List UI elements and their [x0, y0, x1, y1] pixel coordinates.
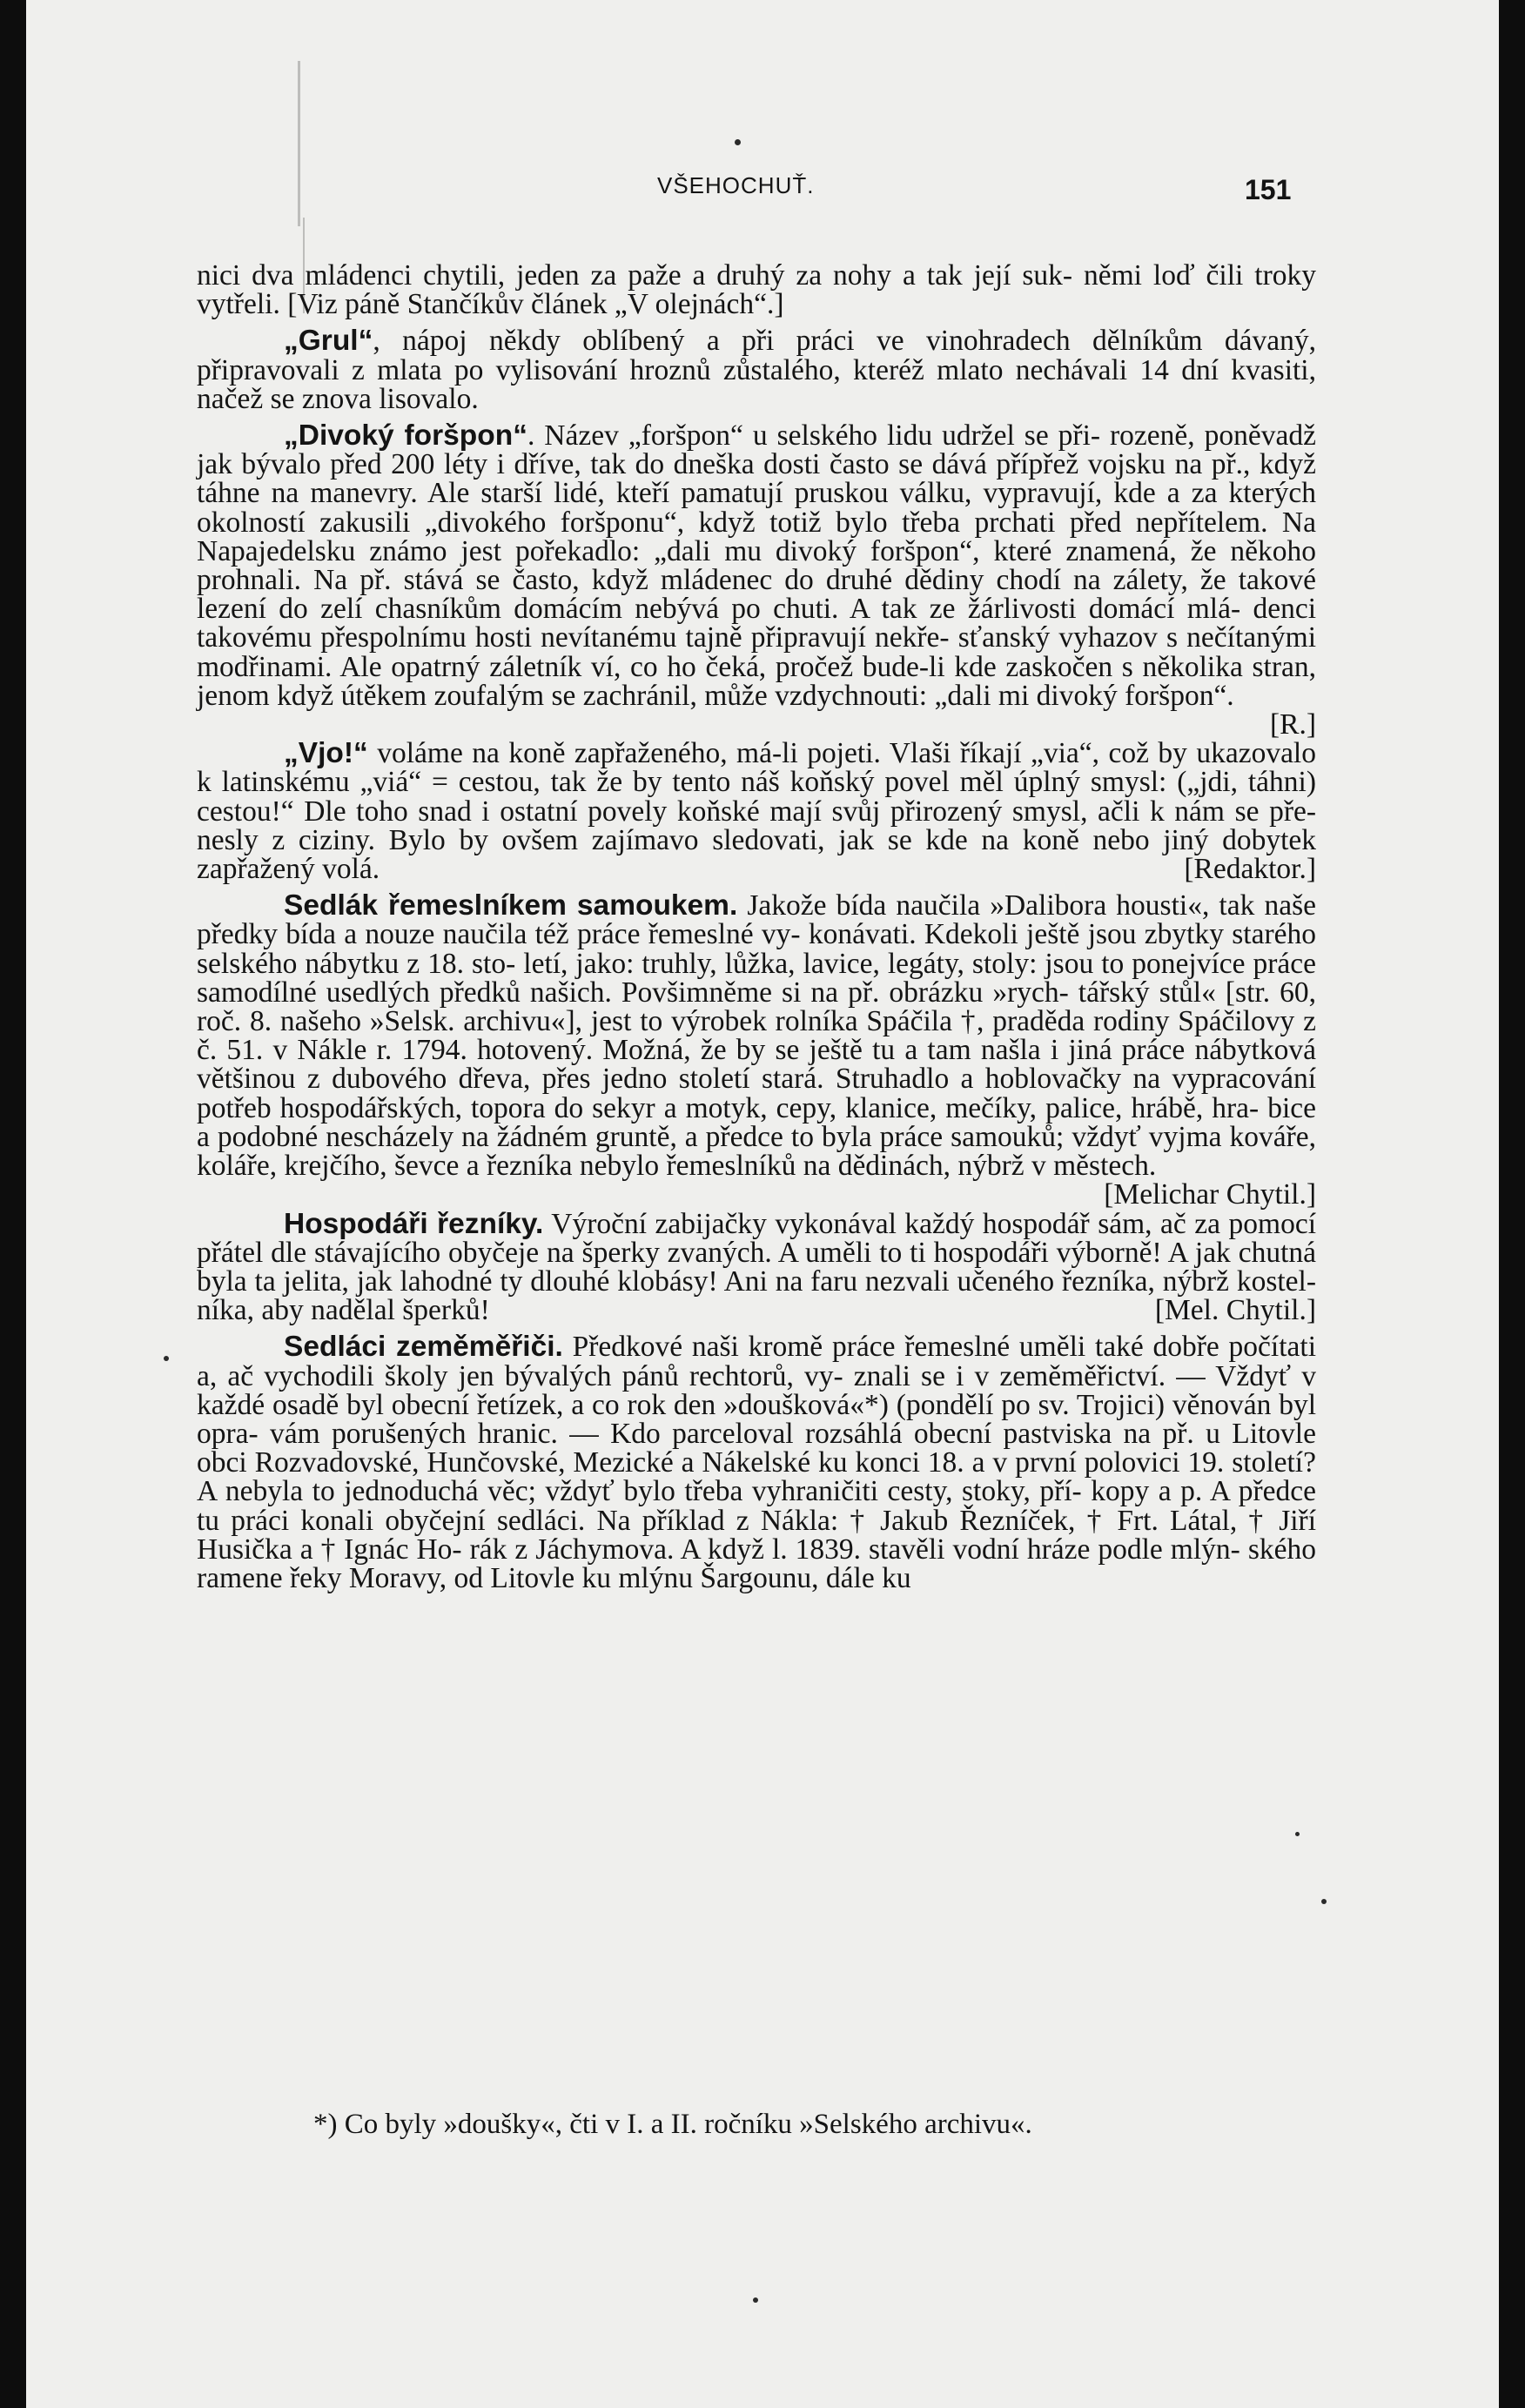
body-text	[197, 261, 1316, 1600]
paragraph-continuation	[197, 261, 1316, 319]
footnote: *) Co byly »doušky«, čti v I. a II. ročníku »Selského archivu«.	[313, 2109, 1032, 2140]
running-title: VŠEHOCHUŤ.	[657, 172, 815, 198]
ink-dot	[1295, 1832, 1300, 1836]
entry-term: „Grul“	[284, 325, 373, 358]
entry-text: . Název „foršpon“ u selského lidu udržel se při- rozeně, poněvadž jak bývalo před 200 léty i dříve, tak do dneška dosti často se dává přípřež vojsku na př., když táhne na manevry. Ale starší lidé, kteří pamatují pruskou válku, vypravují, kde a za kterých okolností zakusili „divokého foršponu“, když totiž bylo třeba prchati před nepřítelem. Na Napajedelsku známo jest pořekadlo: „dali mu divoký foršpon“, které znamená, že někoho prohnali. Na př. stává se často, když mládenec do druhé dědiny chodí na zálety, že takové lezení do zelí chasníkům domácím nebývá po chuti. A tak ze žárlivosti domácí mlá- denci takovému přespolnímu hosti nevítanému tajně připravují nekře- sťanský vyhazov s nečítanými modřinami. Ale opatrný záletník ví, co ho čeká, pročež bude-li kde zaskočen s několika stran, jenom když útěkem zoufalým se zachránil, může vzdychnouti: „dali mi divoký foršpon“.	[197, 419, 1316, 712]
entry-hospodari-rezniky	[197, 1207, 1316, 1327]
entry-sedlaci-zememerici	[197, 1332, 1316, 1593]
ink-dot	[735, 139, 741, 145]
entry-term: Sedlák řemeslníkem samoukem.	[284, 889, 738, 922]
entry-signature: [R.]	[1269, 708, 1316, 741]
ink-dot	[753, 2297, 758, 2303]
book-page	[26, 0, 1499, 2408]
entry-grul	[197, 326, 1316, 413]
entry-text: , nápoj někdy oblíbený a při práci ve vinohradech dělníkům dávaný, připravovali z mlata po vylisování hroznů zůstalého, kteréž mlato nechávali 14 dní kvasiti, načež se znova lisovalo.	[197, 325, 1316, 415]
entry-term: Sedláci zeměměřiči.	[284, 1331, 563, 1364]
entry-sedlak-remeslnikem	[197, 889, 1316, 1211]
entry-term: „Vjo!“	[284, 737, 368, 770]
paragraph-text: nici dva mládenci chytili, jeden za paže a druhý za nohy a tak její suk- němi loď čili troky vytřeli. [Viz páně Stančíkův článek „V olejnách“.]	[197, 259, 1316, 321]
ink-dot	[164, 1356, 169, 1361]
page-number: 151	[1245, 174, 1292, 205]
entry-divoky-forspon	[197, 419, 1316, 741]
entry-term: „Divoký foršpon“	[284, 419, 527, 453]
entry-text: Jakože bída naučila »Dalibora housti«, tak naše předky bída a nouze naučila též práce řemeslné vy- konávati. Kdekoli ještě jsou zbytky starého selského nábytku z 18. sto- letí, jako: truhly, lůžka, lavice, legáty, stoly: jsou to ponejvíce práce samodílné usedlých předků našich. Povšimněme si na př. obrázku »rych- tářský stůl« [str. 60, roč. 8. našeho »Selsk. archivu«], jest to výrobek rolníka Spáčila †, praděda rodiny Spáčilovy z č. 51. v Nákle r. 1794. hotovený. Možná, že by se ještě tu a tam našla i jiná práce nábytková většinou z dubového dřeva, přes jedno století stará. Struhadlo a hoblovačky na vypracování potřeb hospodářských, topora do sekyr a motyk, cepy, klanice, mečíky, palice, hrábě, hra- bice a podobné nescházely na žádném gruntě, a předce to byla práce samouků; vždyť vyjma kováře, koláře, krejčího, ševce a řezníka nebylo řemeslníků na dědinách, nýbrž v městech.	[197, 889, 1316, 1183]
ink-dot	[1321, 1899, 1327, 1904]
page-header	[26, 172, 1499, 216]
entry-term: Hospodáři řezníky.	[284, 1207, 544, 1240]
entry-text: Předkové naši kromě práce řemeslné uměli také dobře počítati a, ač vychodili školy jen bývalých pánů rechtorů, vy- znali se i v zeměměřictví. — Vždyť v každé osadě byl obecní řetízek, a co rok den »doušková«*) (pondělí po sv. Trojici) věnován byl opra- vám porušených hranic. — Kdo parceloval rozsáhlá obecní pastviska na př. u Litovle obci Rozvadovské, Hunčovské, Mezické a Nákelské ku konci 18. a v první polovici 19. století? A nebyla to jednoduchá věc; vždyť bylo třeba vyhraničiti cesty, stoky, pří- kopy a p. A předce tu práci konali obyčejní sedláci. Na příklad z Nákla: † Jakub Řezníček, † Frt. Látal, † Jiří Husička a † Ignác Ho- rák z Jáchymova. A když l. 1839. stavěli vodní hráze podle mlýn- ského ramene řeky Moravy, od Litovle ku mlýnu Šargounu, dále ku	[197, 1331, 1317, 1594]
entry-text: Výroční zabijačky vykonával každý hospodář sám, ač za pomocí přátel dle stávajícího obyčeje na šperky zvaných. A uměli to ti hospodáři výborně! A jak chutná byla ta jelita, jak lahodné ty dlouhé klobásy! Ani na faru nezvali učeného řezníka, nýbrž kostel- níka, aby nadělal šperků!	[197, 1207, 1316, 1327]
entry-signature: [Redaktor.]	[1184, 853, 1316, 886]
entry-signature: [Melichar Chytil.]	[1104, 1178, 1316, 1211]
entry-text: voláme na koně zapřaženého, má-li pojeti. Vlaši říkají „via“, což by ukazovalo k latinskému „viá“ = cestou, tak že by tento náš koňský povel měl úplný smysl: („jdi, táhni) cestou!“ Dle toho snad i ostatní povely koňské mají svůj přirozený smysl, ačli k nám se pře- nesly z ciziny. Bylo by ovšem zajímavo sledovati, jak se kde na koně nebo jiný dobytek zapřažený volá.	[197, 737, 1316, 886]
entry-vjo	[197, 737, 1316, 886]
entry-signature: [Mel. Chytil.]	[1154, 1294, 1316, 1327]
